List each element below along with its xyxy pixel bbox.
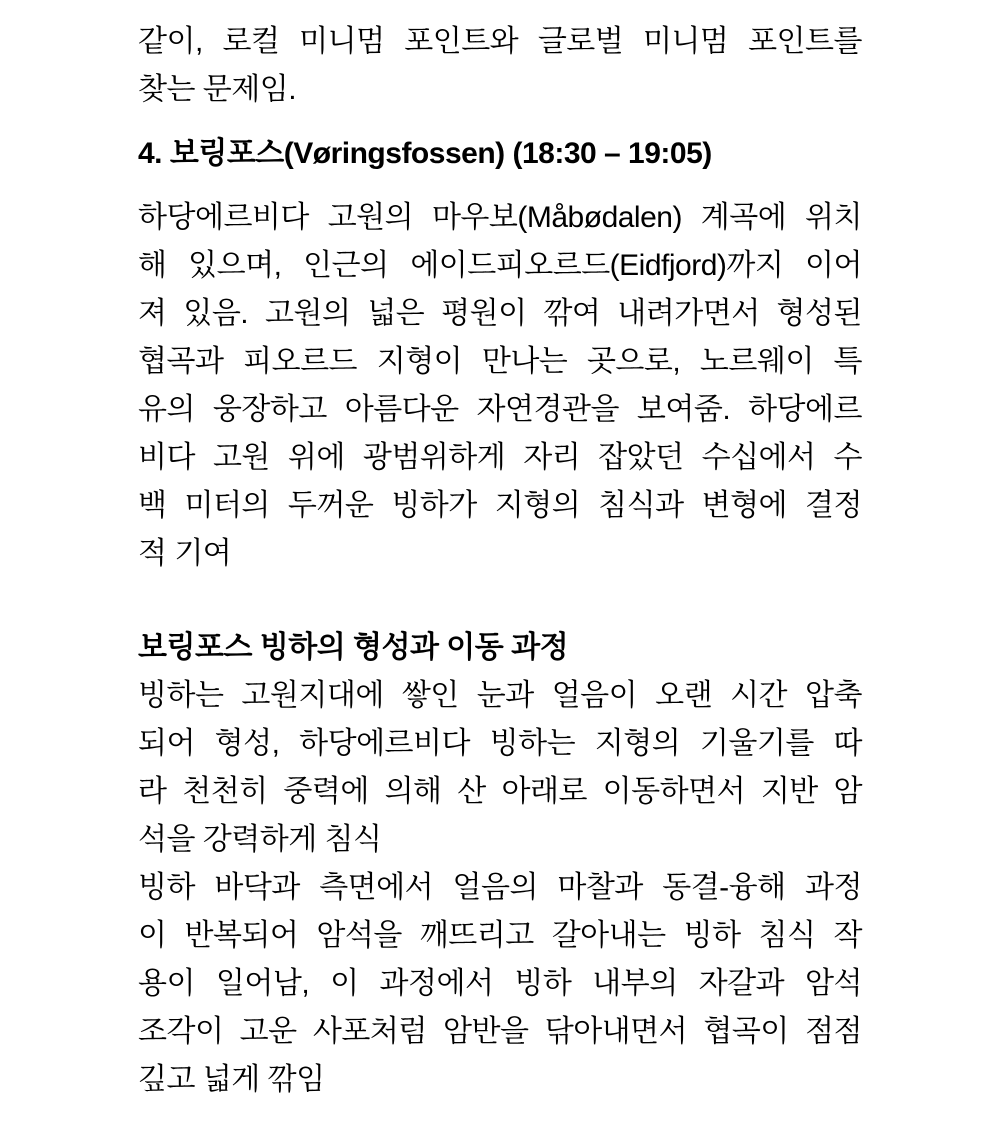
- paragraph-spacer: [138, 578, 862, 624]
- section-heading: [138, 130, 862, 178]
- sub-heading: [138, 624, 862, 672]
- text-line: 되어 형성, 하당에르비다 빙하는 지형의 기울기를 따: [138, 727, 862, 760]
- text-line: 백 미터의 두꺼운 빙하가 지형의 침식과 변형에 결정: [138, 489, 862, 522]
- text-line: 깊고 넓게 깎임: [138, 1063, 325, 1096]
- text-line: 이 반복되어 암석을 깨뜨리고 갈아내는 빙하 침식 작: [138, 919, 862, 952]
- text-line: 4. 보링포스(Vøringsfossen) (18:30 – 19:05): [138, 137, 712, 170]
- text-line: 찾는 문제임.: [138, 73, 297, 106]
- text-line: 같이, 로컬 미니멈 포인트와 글로벌 미니멈 포인트를: [138, 25, 862, 58]
- text-line: 적 기여: [138, 537, 232, 570]
- text-line: 하당에르비다 고원의 마우보(Måbødalen) 계곡에 위치: [138, 201, 862, 234]
- text-line: 용이 일어남, 이 과정에서 빙하 내부의 자갈과 암석: [138, 967, 862, 1000]
- paragraph: [138, 18, 862, 114]
- text-line: 해 있으며, 인근의 에이드피오르드(Eidfjord)까지 이어: [138, 249, 862, 282]
- text-line: 유의 웅장하고 아름다운 자연경관을 보여줌. 하당에르: [138, 393, 862, 426]
- text-line: 빙하는 고원지대에 쌓인 눈과 얼음이 오랜 시간 압축: [138, 679, 862, 712]
- text-line: 라 천천히 중력에 의해 산 아래로 이동하면서 지반 암: [138, 775, 862, 808]
- paragraph: [138, 672, 862, 864]
- text-line: 비다 고원 위에 광범위하게 자리 잡았던 수십에서 수: [138, 441, 862, 474]
- text-line: 협곡과 피오르드 지형이 만나는 곳으로, 노르웨이 특: [138, 345, 862, 378]
- text-line: 조각이 고운 사포처럼 암반을 닦아내면서 협곡이 점점: [138, 1015, 862, 1048]
- paragraph: [138, 864, 862, 1104]
- text-line: 보링포스 빙하의 형성과 이동 과정: [138, 631, 569, 664]
- text-line: 빙하 바닥과 측면에서 얼음의 마찰과 동결-융해 과정: [138, 871, 862, 904]
- text-line: 석을 강력하게 침식: [138, 823, 382, 856]
- paragraph: [138, 194, 862, 578]
- text-line: 져 있음. 고원의 넓은 평원이 깎여 내려가면서 형성된: [138, 297, 862, 330]
